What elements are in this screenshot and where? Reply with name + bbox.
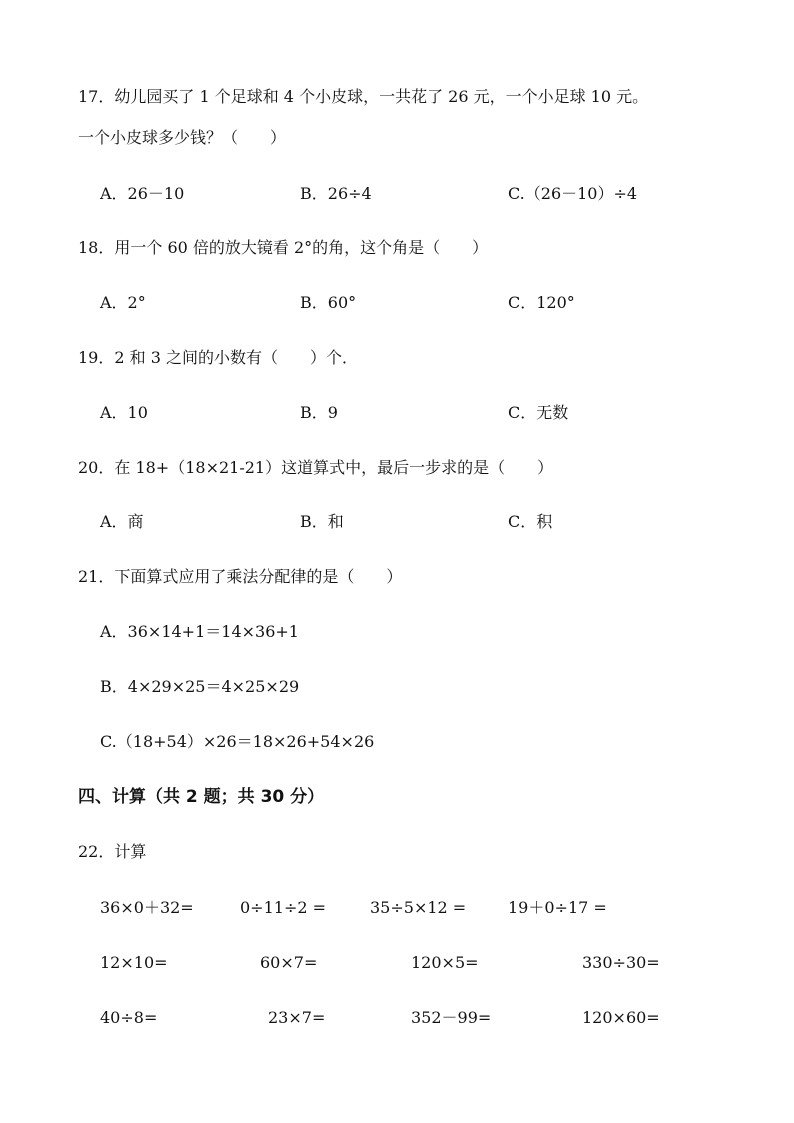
calc-item: 330÷30= [582, 953, 660, 972]
q21-stem: 21．下面算式应用了乘法分配律的是（ ） [78, 567, 403, 586]
calc-item: 23×7= [268, 1008, 326, 1027]
calc-item: 40÷8= [100, 1008, 158, 1027]
calc-item: 35÷5×12 = [370, 898, 467, 917]
q19-option-a: A．10 [100, 403, 148, 422]
q19-option-c: C．无数 [508, 403, 569, 422]
calc-item: 19＋0÷17 = [508, 898, 607, 917]
q17-stem-line1: 17．幼儿园买了 1 个足球和 4 个小皮球，一共花了 26 元，一个小足球 10 元。 [78, 87, 649, 106]
q18-option-b: B．60° [300, 293, 357, 312]
calc-item: 12×10= [100, 953, 168, 972]
q19-option-b: B．9 [300, 403, 338, 422]
calc-item: 352－99= [411, 1008, 492, 1027]
calc-item: 60×7= [260, 953, 318, 972]
q17-stem-line2: 一个小皮球多少钱？（ ） [78, 128, 287, 147]
q17-option-a: A．26－10 [100, 184, 185, 203]
q18-option-c: C．120° [508, 293, 575, 312]
q18-stem: 18．用一个 60 倍的放大镜看 2°的角，这个角是（ ） [78, 238, 489, 257]
calc-item: 0÷11÷2 = [240, 898, 327, 917]
q19-stem: 19．2 和 3 之间的小数有（ ）个． [78, 348, 358, 367]
q22-stem: 22．计算 [78, 842, 147, 861]
q21-option-a: A．36×14+1＝14×36+1 [100, 622, 299, 641]
q20-stem: 20．在 18+（18×21-21）这道算式中，最后一步求的是（ ） [78, 458, 554, 477]
q17-option-b: B．26÷4 [300, 184, 372, 203]
calc-item: 120×5= [411, 953, 479, 972]
calc-item: 120×60= [582, 1008, 660, 1027]
q18-option-a: A．2° [100, 293, 146, 312]
q21-option-c: C.（18+54）×26＝18×26+54×26 [100, 732, 375, 751]
q21-option-b: B．4×29×25＝4×25×29 [100, 677, 300, 696]
q20-option-b: B．和 [300, 512, 344, 531]
q20-option-a: A．商 [100, 512, 144, 531]
q17-option-c: C.（26－10）÷4 [508, 184, 638, 203]
q20-option-c: C．积 [508, 512, 553, 531]
section-heading: 四、计算（共 2 题；共 30 分） [78, 787, 325, 807]
calc-item: 36×0＋32= [100, 898, 194, 917]
